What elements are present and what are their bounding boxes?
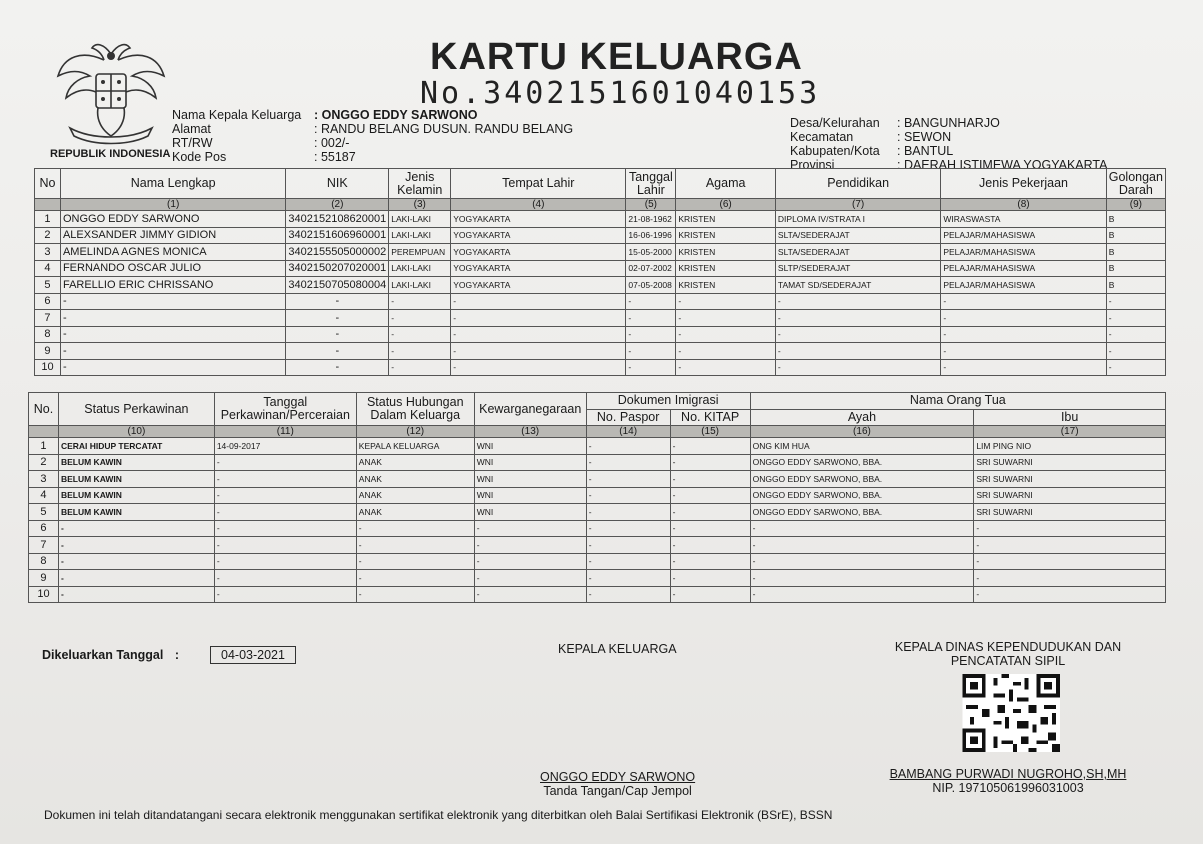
table-cell: PEREMPUAN xyxy=(389,244,451,261)
table-cell: YOGYAKARTA xyxy=(451,227,626,244)
table-cell: LAKI-LAKI xyxy=(389,211,451,228)
col-pendidikan: Pendidikan xyxy=(775,169,940,199)
e-sign-notice: Dokumen ini telah ditandatangani secara elektronik menggunakan sertifikat elektronik yang diterbitkan oleh Balai Sertifikasi Elektronik (BSrE), BSSN xyxy=(44,808,833,822)
col2-ortu: Nama Orang Tua xyxy=(750,393,1165,410)
table-cell: - xyxy=(60,310,285,327)
table-cell: TAMAT SD/SEDERAJAT xyxy=(775,277,940,294)
table-cell: - xyxy=(626,359,676,376)
table-cell: - xyxy=(451,359,626,376)
table-cell: 3402150705080004 xyxy=(286,277,389,294)
col2-dokumen: Dokumen Imigrasi xyxy=(586,393,750,410)
value-rtrw: : 002/- xyxy=(314,136,350,150)
table-cell: - xyxy=(214,586,356,603)
table-cell: - xyxy=(676,293,776,310)
table-cell: ONGGO EDDY SARWONO, BBA. xyxy=(750,504,974,521)
table-cell: - xyxy=(626,326,676,343)
table-cell: - xyxy=(586,520,670,537)
table-cell: - xyxy=(214,487,356,504)
index-cell: (14) xyxy=(586,426,670,438)
table-cell: - xyxy=(670,570,750,587)
table-cell: - xyxy=(670,520,750,537)
table-row xyxy=(35,227,1166,244)
col-no: No xyxy=(35,169,61,199)
table-cell: SRI SUWARNI xyxy=(974,487,1166,504)
index-cell xyxy=(35,199,61,211)
table-cell: ANAK xyxy=(356,487,474,504)
table-row xyxy=(29,570,1166,587)
table-cell: - xyxy=(586,537,670,554)
table-cell: - xyxy=(474,537,586,554)
index-cell: (2) xyxy=(286,199,389,211)
index-cell: (3) xyxy=(389,199,451,211)
header-right xyxy=(790,116,1107,172)
col2-tanggal: Tanggal Perkawinan/Perceraian xyxy=(214,393,356,426)
col-agama: Agama xyxy=(676,169,776,199)
table-cell: - xyxy=(750,553,974,570)
table-row xyxy=(35,326,1166,343)
table-cell: 3402155505000002 xyxy=(286,244,389,261)
table-cell: KRISTEN xyxy=(676,277,776,294)
table-cell: - xyxy=(775,310,940,327)
table-cell: 6 xyxy=(35,293,61,310)
table-cell: - xyxy=(586,504,670,521)
table-cell: PELAJAR/MAHASISWA xyxy=(941,260,1106,277)
table-cell: - xyxy=(941,343,1106,360)
index-cell: (11) xyxy=(214,426,356,438)
col2-status: Status Perkawinan xyxy=(58,393,214,426)
issued-label: Dikeluarkan Tanggal : xyxy=(42,648,179,662)
table-row xyxy=(29,553,1166,570)
table-cell: BELUM KAWIN xyxy=(58,504,214,521)
label-alamat: Alamat xyxy=(172,122,211,136)
value-desa: : BANGUNHARJO xyxy=(897,116,1000,130)
table-cell: ONG KIM HUA xyxy=(750,438,974,455)
table-cell: 2 xyxy=(35,227,61,244)
table-cell: LAKI-LAKI xyxy=(389,260,451,277)
table-cell: FERNANDO OSCAR JULIO xyxy=(60,260,285,277)
table-cell: - xyxy=(974,520,1166,537)
table-cell: - xyxy=(1106,293,1165,310)
table-cell: - xyxy=(58,520,214,537)
index-cell: (15) xyxy=(670,426,750,438)
table-cell: 02-07-2002 xyxy=(626,260,676,277)
table-cell: 3 xyxy=(35,244,61,261)
table-cell: - xyxy=(586,438,670,455)
table-cell: 5 xyxy=(29,504,59,521)
table-cell: 07-05-2008 xyxy=(626,277,676,294)
table-cell: - xyxy=(60,343,285,360)
table-cell: 9 xyxy=(29,570,59,587)
table-cell: - xyxy=(60,293,285,310)
table-cell: 16-06-1996 xyxy=(626,227,676,244)
table-cell: - xyxy=(451,310,626,327)
table-cell: - xyxy=(586,553,670,570)
col2-paspor: No. Paspor xyxy=(586,409,670,426)
col2-ayah: Ayah xyxy=(750,409,974,426)
table-cell: - xyxy=(286,343,389,360)
table-cell: - xyxy=(750,586,974,603)
table-cell: - xyxy=(670,553,750,570)
table-cell: 7 xyxy=(29,537,59,554)
index-cell: (13) xyxy=(474,426,586,438)
value-nama-kepala: : ONGGO EDDY SARWONO xyxy=(314,108,478,122)
table-cell: - xyxy=(670,454,750,471)
table-cell: - xyxy=(775,359,940,376)
value-kecamatan: : SEWON xyxy=(897,130,952,144)
table-cell: 15-05-2000 xyxy=(626,244,676,261)
table-cell: - xyxy=(214,537,356,554)
table-cell: CERAI HIDUP TERCATAT xyxy=(58,438,214,455)
index-cell: (17) xyxy=(974,426,1166,438)
table-cell: - xyxy=(775,326,940,343)
col2-ibu: Ibu xyxy=(974,409,1166,426)
value-provinsi: : DAERAH ISTIMEWA YOGYAKARTA xyxy=(897,158,1108,172)
table-cell: - xyxy=(941,310,1106,327)
table-cell: 5 xyxy=(35,277,61,294)
table-cell: - xyxy=(941,293,1106,310)
table-cell: - xyxy=(58,570,214,587)
table-cell: SLTP/SEDERAJAT xyxy=(775,260,940,277)
table-cell: 3402150207020001 xyxy=(286,260,389,277)
table-cell: - xyxy=(586,454,670,471)
table-cell: - xyxy=(750,570,974,587)
table-cell: - xyxy=(58,537,214,554)
table-cell: - xyxy=(60,359,285,376)
table-cell: 10 xyxy=(35,359,61,376)
table-cell: ANAK xyxy=(356,471,474,488)
table-cell: - xyxy=(626,310,676,327)
table-cell: 14-09-2017 xyxy=(214,438,356,455)
table-cell: - xyxy=(389,359,451,376)
col-nama: Nama Lengkap xyxy=(60,169,285,199)
table-cell: KRISTEN xyxy=(676,244,776,261)
table-row xyxy=(29,520,1166,537)
table-cell: - xyxy=(670,586,750,603)
table-cell: - xyxy=(474,553,586,570)
table-cell: DIPLOMA IV/STRATA I xyxy=(775,211,940,228)
table-cell: - xyxy=(356,537,474,554)
table-cell: - xyxy=(670,504,750,521)
table-cell: LAKI-LAKI xyxy=(389,277,451,294)
table-cell: YOGYAKARTA xyxy=(451,260,626,277)
label-rtrw: RT/RW xyxy=(172,136,213,150)
table-cell: FARELLIO ERIC CHRISSANO xyxy=(60,277,285,294)
table-cell: WNI xyxy=(474,471,586,488)
table-row xyxy=(35,277,1166,294)
table-cell: - xyxy=(586,570,670,587)
table-cell: 3402152108620001 xyxy=(286,211,389,228)
dinas-nip: NIP. 197105061996031003 xyxy=(932,781,1084,795)
table-row xyxy=(29,471,1166,488)
index-cell: (1) xyxy=(60,199,285,211)
republik-label: REPUBLIK INDONESIA xyxy=(50,148,171,160)
table-cell: - xyxy=(974,553,1166,570)
kepala-keluarga-label: KEPALA KELUARGA xyxy=(558,642,677,656)
table-cell: YOGYAKARTA xyxy=(451,277,626,294)
index-cell xyxy=(29,426,59,438)
header-left xyxy=(172,108,573,164)
table-cell: - xyxy=(974,570,1166,587)
table-cell: 6 xyxy=(29,520,59,537)
label-kabupaten: Kabupaten/Kota xyxy=(790,144,880,158)
table-row xyxy=(35,310,1166,327)
table-cell: - xyxy=(60,326,285,343)
table-cell: SRI SUWARNI xyxy=(974,504,1166,521)
table-cell: - xyxy=(214,471,356,488)
index-cell: (8) xyxy=(941,199,1106,211)
dinas-signature-block xyxy=(880,767,1136,795)
family-status-body xyxy=(29,426,1166,603)
kepala-dinas-label: KEPALA DINAS KEPENDUDUKAN DAN PENCATATAN SIPIL xyxy=(894,640,1122,668)
table-cell: - xyxy=(626,343,676,360)
col-tempat-lahir: Tempat Lahir xyxy=(451,169,626,199)
table-cell: - xyxy=(670,471,750,488)
table-cell: - xyxy=(389,343,451,360)
table-cell: B xyxy=(1106,211,1165,228)
index-cell: (10) xyxy=(58,426,214,438)
index-row xyxy=(35,199,1166,211)
table-cell: WIRASWASTA xyxy=(941,211,1106,228)
label-kecamatan: Kecamatan xyxy=(790,130,854,144)
table-cell: KEPALA KELUARGA xyxy=(356,438,474,455)
dinas-name: BAMBANG PURWADI NUGROHO,SH,MH xyxy=(889,767,1127,781)
table-cell: SLTA/SEDERAJAT xyxy=(775,227,940,244)
table-cell: - xyxy=(214,504,356,521)
col2-no: No. xyxy=(29,393,59,426)
table-cell: - xyxy=(670,537,750,554)
table-row xyxy=(35,211,1166,228)
table-cell: 4 xyxy=(35,260,61,277)
table-cell: - xyxy=(775,343,940,360)
table-cell: B xyxy=(1106,244,1165,261)
table-cell: LIM PING NIO xyxy=(974,438,1166,455)
table-cell: - xyxy=(1106,359,1165,376)
table-cell: - xyxy=(750,537,974,554)
table-cell: 4 xyxy=(29,487,59,504)
table-row xyxy=(35,359,1166,376)
kk-name: ONGGO EDDY SARWONO xyxy=(540,770,696,784)
table-cell: - xyxy=(389,310,451,327)
col2-kitap: No. KITAP xyxy=(670,409,750,426)
col2-kewarga: Kewarganegaraan xyxy=(474,393,586,426)
value-alamat: : RANDU BELANG DUSUN. RANDU BELANG xyxy=(314,122,574,136)
family-members-body xyxy=(35,199,1166,376)
index-cell: (5) xyxy=(626,199,676,211)
table-cell: - xyxy=(941,326,1106,343)
table-cell: AMELINDA AGNES MONICA xyxy=(60,244,285,261)
table-row xyxy=(29,487,1166,504)
table-cell: - xyxy=(214,570,356,587)
table-row xyxy=(29,454,1166,471)
table-cell: - xyxy=(676,343,776,360)
table-cell: - xyxy=(474,570,586,587)
table-cell: PELAJAR/MAHASISWA xyxy=(941,277,1106,294)
page-title: KARTU KELUARGA xyxy=(430,36,803,78)
table-row xyxy=(29,586,1166,603)
table-cell: - xyxy=(451,343,626,360)
table-cell: BELUM KAWIN xyxy=(58,471,214,488)
table-cell: - xyxy=(451,293,626,310)
table-cell: ONGGO EDDY SARWONO, BBA. xyxy=(750,471,974,488)
table-cell: 10 xyxy=(29,586,59,603)
table-cell: - xyxy=(676,359,776,376)
table-cell: PELAJAR/MAHASISWA xyxy=(941,227,1106,244)
col-golongan-darah: Golongan Darah xyxy=(1106,169,1165,199)
table-cell: - xyxy=(214,553,356,570)
index-cell: (9) xyxy=(1106,199,1165,211)
table-cell: B xyxy=(1106,260,1165,277)
value-kabupaten: : BANTUL xyxy=(897,144,954,158)
table-cell: ONGGO EDDY SARWONO, BBA. xyxy=(750,454,974,471)
table-cell: - xyxy=(974,537,1166,554)
kk-sign-label: Tanda Tangan/Cap Jempol xyxy=(543,784,692,798)
table-cell: - xyxy=(389,326,451,343)
table-cell: - xyxy=(670,487,750,504)
table-cell: - xyxy=(1106,326,1165,343)
table-cell: B xyxy=(1106,277,1165,294)
family-status-table xyxy=(28,392,1166,603)
table-cell: 8 xyxy=(35,326,61,343)
table-cell: - xyxy=(286,293,389,310)
label-provinsi: Provinsi xyxy=(790,158,835,172)
table-cell: - xyxy=(586,586,670,603)
table-cell: - xyxy=(286,310,389,327)
table-row xyxy=(29,438,1166,455)
table-cell: WNI xyxy=(474,438,586,455)
table-row xyxy=(35,260,1166,277)
table-cell: - xyxy=(676,310,776,327)
table-cell: - xyxy=(286,359,389,376)
table-cell: KRISTEN xyxy=(676,227,776,244)
table-row xyxy=(29,504,1166,521)
table-cell: - xyxy=(356,570,474,587)
kk-signature-block xyxy=(540,770,695,798)
table-cell: - xyxy=(214,454,356,471)
table-cell: SRI SUWARNI xyxy=(974,454,1166,471)
table-cell: YOGYAKARTA xyxy=(451,211,626,228)
table-cell: BELUM KAWIN xyxy=(58,487,214,504)
col-pekerjaan: Jenis Pekerjaan xyxy=(941,169,1106,199)
table-cell: ONGGO EDDY SARWONO, BBA. xyxy=(750,487,974,504)
table-cell: - xyxy=(974,586,1166,603)
table-cell: - xyxy=(775,293,940,310)
table-cell: - xyxy=(356,553,474,570)
col-jenis-kelamin: Jenis Kelamin xyxy=(389,169,451,199)
table-cell: WNI xyxy=(474,454,586,471)
table-cell: ANAK xyxy=(356,504,474,521)
table-cell: - xyxy=(356,586,474,603)
table-cell: - xyxy=(451,326,626,343)
family-members-table xyxy=(34,168,1166,376)
label-nama-kepala: Nama Kepala Keluarga xyxy=(172,108,302,122)
table-cell: - xyxy=(389,293,451,310)
value-kodepos: : 55187 xyxy=(314,150,356,164)
table-cell: 9 xyxy=(35,343,61,360)
index-cell: (4) xyxy=(451,199,626,211)
index-cell: (16) xyxy=(750,426,974,438)
table-cell: - xyxy=(750,520,974,537)
index-cell: (12) xyxy=(356,426,474,438)
table-cell: 7 xyxy=(35,310,61,327)
table-cell: - xyxy=(626,293,676,310)
table-cell: ANAK xyxy=(356,454,474,471)
table-cell: 1 xyxy=(35,211,61,228)
table-cell: SLTA/SEDERAJAT xyxy=(775,244,940,261)
label-desa: Desa/Kelurahan xyxy=(790,116,880,130)
table-cell: 3 xyxy=(29,471,59,488)
table-cell: 1 xyxy=(29,438,59,455)
table-cell: 2 xyxy=(29,454,59,471)
table-cell: SRI SUWARNI xyxy=(974,471,1166,488)
col2-hubungan: Status Hubungan Dalam Keluarga xyxy=(356,393,474,426)
qr-code-icon xyxy=(962,674,1060,752)
table-cell: - xyxy=(474,520,586,537)
table-row xyxy=(35,244,1166,261)
garuda-emblem-icon xyxy=(52,36,170,148)
table-cell: - xyxy=(676,326,776,343)
table-cell: WNI xyxy=(474,487,586,504)
table-cell: - xyxy=(474,586,586,603)
issued-date: 04-03-2021 xyxy=(210,646,296,664)
table-cell: KRISTEN xyxy=(676,211,776,228)
table-row xyxy=(35,343,1166,360)
index-cell: (7) xyxy=(775,199,940,211)
table-cell: BELUM KAWIN xyxy=(58,454,214,471)
table-cell: 8 xyxy=(29,553,59,570)
table-cell: B xyxy=(1106,227,1165,244)
table-cell: - xyxy=(356,520,474,537)
table-cell: - xyxy=(58,553,214,570)
table-cell: 3402151606960001 xyxy=(286,227,389,244)
table-cell: ALEXSANDER JIMMY GIDION xyxy=(60,227,285,244)
table-cell: PELAJAR/MAHASISWA xyxy=(941,244,1106,261)
table-cell: KRISTEN xyxy=(676,260,776,277)
table-row xyxy=(29,537,1166,554)
table-cell: WNI xyxy=(474,504,586,521)
table-cell: - xyxy=(1106,310,1165,327)
table-row xyxy=(35,293,1166,310)
index-cell: (6) xyxy=(676,199,776,211)
kk-number: No.3402151601040153 xyxy=(420,76,821,111)
table-cell: - xyxy=(58,586,214,603)
table-cell: - xyxy=(670,438,750,455)
table-cell: - xyxy=(586,487,670,504)
table-cell: - xyxy=(214,520,356,537)
table-cell: - xyxy=(586,471,670,488)
table-cell: 21-08-1962 xyxy=(626,211,676,228)
label-kodepos: Kode Pos xyxy=(172,150,227,164)
table-cell: ONGGO EDDY SARWONO xyxy=(60,211,285,228)
table-cell: - xyxy=(941,359,1106,376)
index-row xyxy=(29,426,1166,438)
table-cell: YOGYAKARTA xyxy=(451,244,626,261)
col-tanggal-lahir: Tanggal Lahir xyxy=(626,169,676,199)
col-nik: NIK xyxy=(286,169,389,199)
table-cell: - xyxy=(286,326,389,343)
table-cell: LAKI-LAKI xyxy=(389,227,451,244)
table-cell: - xyxy=(1106,343,1165,360)
